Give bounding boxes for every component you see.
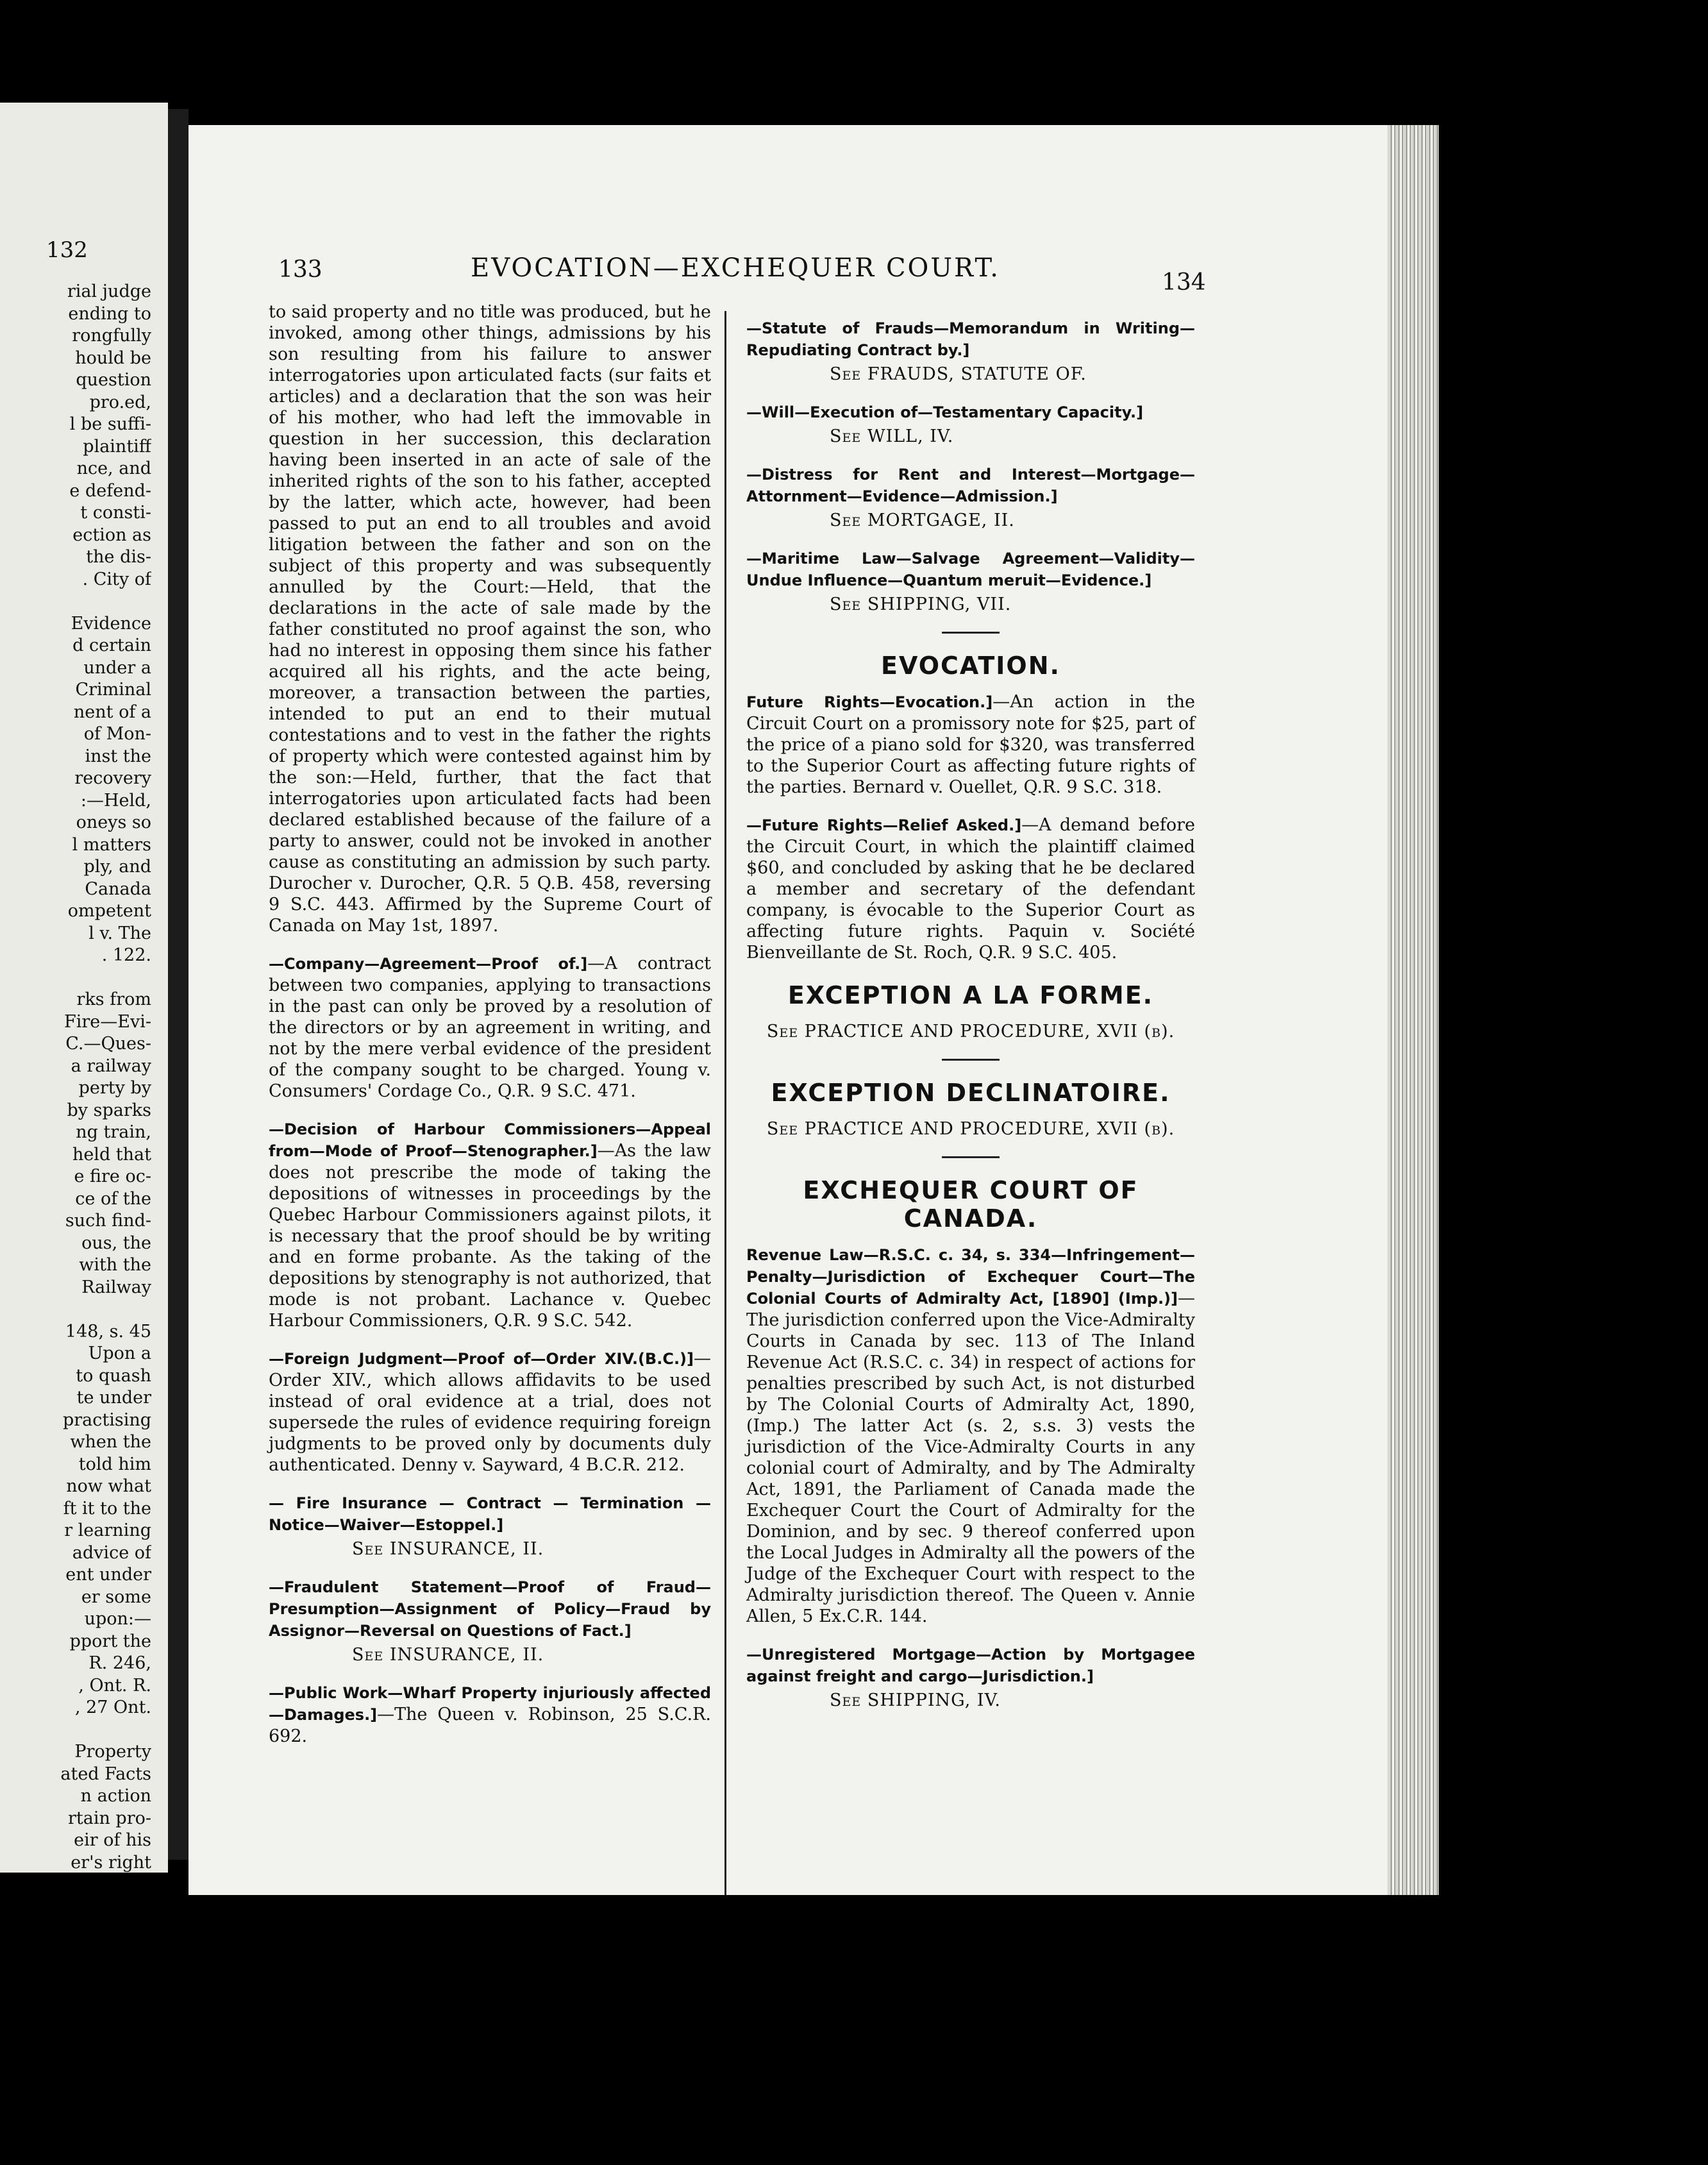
left-page-line: practising (62, 1410, 151, 1430)
left-page-line: ply, and (83, 857, 151, 877)
left-page-line: l matters (72, 834, 151, 855)
left-page-line: rtain pro- (67, 1808, 151, 1828)
entry-heading: Revenue Law—R.S.C. c. 34, s. 334—Infringement—Penalty—Jurisdiction of Exchequer Court—The Colonial Courts of Admiralty Act, [1890] (Imp.)] (746, 1246, 1195, 1308)
left-page-line: Property (74, 1742, 151, 1762)
cross-reference: See SHIPPING, IV. (830, 1690, 1001, 1710)
left-page-line: e defend- (69, 480, 151, 501)
left-page-line: d certain (72, 636, 151, 655)
left-page-line: when the (70, 1432, 151, 1452)
left-page-line: plaintiff (83, 436, 151, 457)
entry-body: —A contract between two companies, applying to transactions in the past can only be proved by a resolution of the directors or by an agreement in writing, and not by the mere verbal evidence of the president of the company sought to be charged. Young v. Consumers' Cordage Co., Q.R. 9 S.C. 471. (269, 954, 711, 1101)
left-page-line: recovery (74, 768, 151, 788)
left-page-line: Fire—Evi- (64, 1011, 151, 1032)
left-page-line: by sparks (67, 1100, 151, 1120)
entry-heading: —Statute of Frauds—Memorandum in Writing—Repudiating Contract by.] (746, 319, 1195, 359)
left-page-line: e fire oc- (74, 1167, 151, 1186)
left-page-line: to quash (76, 1365, 151, 1386)
left-page-line: l be suffi- (69, 414, 151, 434)
left-page-line: the dis- (86, 547, 151, 567)
left-page-line: question (76, 370, 151, 390)
left-page-line: Railway (81, 1277, 151, 1297)
left-page-line: such find- (65, 1211, 151, 1231)
left-page-line: ce of the (75, 1188, 151, 1209)
page-number-right: 134 (1162, 269, 1206, 296)
left-page-line: er's right (71, 1852, 151, 1873)
entry-heading: —Will—Execution of—Testamentary Capacity.] (746, 403, 1144, 421)
column-divider (724, 311, 726, 1895)
section-rule (942, 1156, 1000, 1158)
left-page-line (0, 1299, 151, 1321)
left-page-line: rongfully (72, 326, 151, 346)
entry-text: to said property and no title was produced, but he invoked, among other things, admissions by his son resulting from his failure to answer interrogatories upon articulated facts (sur faits et articles) and a declaration that the son was heir of his mother, who had left the immovable in question in her succession, this declaration having been inserted in an acte of sale of the inherited rights of the son to his father, accepted by the latter, which acte, however, had been passed to put an end to all troubles and avoid litigation between the father and son on the subject of this property and was subsequently annulled by the Court:—Held, that the declarations in the acte of sale made by the father constituted no proof against the son, who had no interest in opposing them since his father acquired all his rights, and the acte being, moreover, a transaction between the parties, intended to put an end to their mutual contestations and to vest in the father the rights of property which were contested against him by the son:—Held, further, that the fact that interrogatories upon articulated facts had been declared established because of the failure of a party to answer, could not be invoked in another cause as constituting an admission by such party. Durocher v. Durocher, Q.R. 5 Q.B. 458, reversing 9 S.C. 443. Affirmed by the Supreme Court of Canada on May 1st, 1897. (269, 302, 711, 936)
cross-reference: See MORTGAGE, II. (830, 510, 1015, 530)
entry-heading: —Decision of Harbour Commissioners—Appeal from—Mode of Proof—Stenographer.] (269, 1120, 711, 1160)
left-page-line (0, 967, 151, 990)
entry-heading: —Unregistered Mortgage—Action by Mortgagee against freight and cargo—Jurisdiction.] (746, 1646, 1195, 1685)
left-page-line: ending to (68, 303, 151, 324)
left-page-line: , 27 Ont. (74, 1697, 151, 1717)
page-edge-stack (1387, 125, 1439, 1895)
left-page-line: ng train, (76, 1122, 151, 1142)
entry-body: —As the law does not prescribe the mode of taking the depositions of witnesses in proceedings by the Quebec Harbour Commissioners against pilots, it is necessary that the proof should be by writing and en forme probante. As the taking of the depositions by stenography is not authorized, that mode is not probant. Lachance v. Quebec Harbour Commissioners, Q.R. 9 S.C. 542. (269, 1141, 711, 1331)
entry-harbour-commissioners (269, 1118, 711, 1331)
left-page-fragment (0, 103, 168, 1873)
entry-future-rights (746, 691, 1195, 798)
left-page-line: ompetent (67, 901, 151, 921)
left-page-line: pport the (69, 1631, 151, 1651)
left-page-line: , Ont. R. (78, 1675, 151, 1696)
cross-reference: See INSURANCE, II. (352, 1645, 544, 1665)
cross-reference: See FRAUDS, STATUTE OF. (830, 364, 1087, 384)
left-page-lines (0, 281, 151, 1873)
section-rule (942, 632, 1000, 634)
entry-foreign-judgment (269, 1348, 711, 1476)
cross-reference: See SHIPPING, VII. (830, 594, 1012, 614)
left-page-line: Evidence (71, 613, 151, 634)
entry-body: —The Queen v. Robinson, 25 S.C.R. 692. (269, 1705, 711, 1746)
section-heading-exception-forme: EXCEPTION A LA FORME. (787, 981, 1154, 1009)
column-right (746, 317, 1195, 1728)
left-page-line: told him (78, 1454, 151, 1474)
left-page-line: Criminal (75, 680, 151, 700)
left-page-line: 148, s. 45 (65, 1321, 151, 1342)
left-page-line: Upon a (88, 1344, 151, 1363)
left-page-line: advice of (72, 1542, 151, 1563)
left-page-line: Canada (85, 879, 151, 899)
entry-heading: —Future Rights—Relief Asked.] (746, 816, 1022, 834)
left-page-line: with the (79, 1255, 151, 1275)
entry-will (746, 401, 1195, 423)
entry-future-rights-relief (746, 814, 1195, 963)
left-page-line: t consti- (80, 503, 151, 523)
left-page-line: held that (72, 1144, 151, 1165)
entry-revenue-law (746, 1244, 1195, 1627)
left-page-line: . City of (82, 569, 151, 589)
entry-public-work (269, 1682, 711, 1747)
running-title: EVOCATION—EXCHEQUER COURT. (471, 253, 1000, 283)
left-page-line: ated Facts (60, 1764, 151, 1784)
page-number-left: 133 (278, 257, 322, 283)
left-page-line: ft it to the (63, 1498, 151, 1519)
left-page-number: 132 (46, 237, 88, 263)
left-page-line: nce, and (76, 459, 151, 478)
section-heading-exception-declinatoire: EXCEPTION DECLINATOIRE. (771, 1079, 1171, 1107)
left-page-line (0, 1719, 151, 1742)
left-page-line: ent under (65, 1565, 151, 1585)
left-page-line: :—Held, (80, 790, 151, 811)
left-page-line: er some (81, 1587, 151, 1607)
entry-heading: —Maritime Law—Salvage Agreement—Validity—Undue Influence—Quantum meruit—Evidence.] (746, 550, 1195, 589)
cross-reference: See PRACTICE AND PROCEDURE, XVII (b). (766, 1022, 1175, 1041)
entry-heading: — Fire Insurance — Contract — Termination — Notice—Waiver—Estoppel.] (269, 1494, 711, 1534)
left-page-line: of Mon- (83, 724, 151, 744)
left-page-line: hould be (75, 348, 151, 368)
entry-heading: Future Rights—Evocation.] (746, 693, 993, 711)
entry-distress-for-rent (746, 464, 1195, 507)
entry-unregistered-mortgage (746, 1644, 1195, 1687)
left-page-line: l v. The (88, 923, 151, 943)
entry-heading: —Public Work—Wharf Property injuriously affected—Damages.] (269, 1684, 711, 1724)
entry-body: —The jurisdiction conferred upon the Vice-Admiralty Courts in Canada by sec. 113 of The Inland Revenue Act (R.S.C. c. 34) in respect of actions for penalties prescribed by such Act, is not disturbed by The Colonial Courts of Admiralty Act, 1890, (Imp.) The latter Act (s. 2, s.s. 3) vests the jurisdiction of the Vice-Admiralty Courts in any colonial court of Admiralty, and by The Admiralty Act, 1891, the Parliament of Canada made the Exchequer Court the Court of Admiralty for the Dominion, and by sec. 9 thereof conferred upon the Local Judges in Admiralty all the powers of the Judge of the Exchequer Court with respect to the Admiralty jurisdiction thereof. The Queen v. Annie Allen, 5 Ex.C.R. 144. (746, 1288, 1195, 1626)
left-page-line: nent of a (73, 702, 151, 722)
left-page-line: ection as (72, 525, 151, 545)
left-page-line: inst the (85, 746, 151, 766)
entry-company-agreement (269, 953, 711, 1102)
entry-fraudulent-statement (269, 1576, 711, 1642)
left-page-line: te under (76, 1388, 151, 1408)
left-page-line: perty by (78, 1078, 151, 1098)
left-page-line: oneys so (76, 813, 151, 832)
entry-body: —An action in the Circuit Court on a promissory note for $25, part of the price of a piano sold for $320, was transferred to the Superior Court as affecting future rights of the parties. Bernard v. Ouellet, Q.R. 9 S.C. 318. (746, 692, 1195, 797)
cross-reference: See WILL, IV. (830, 426, 954, 446)
cross-reference: See PRACTICE AND PROCEDURE, XVII (b). (766, 1119, 1175, 1139)
left-page-line: now what (66, 1476, 151, 1496)
left-page-line: C.—Ques- (65, 1034, 151, 1054)
entry-statute-of-frauds (746, 317, 1195, 361)
cross-reference: See INSURANCE, II. (352, 1539, 544, 1559)
left-page-line: rial judge (67, 282, 151, 301)
left-page-line: n action (80, 1786, 151, 1806)
left-page-line: r learning (64, 1521, 151, 1540)
entry-maritime-law (746, 548, 1195, 591)
book-gutter (168, 109, 188, 1860)
entry-heading: —Fraudulent Statement—Proof of Fraud—Presumption—Assignment of Policy—Fraud by Assignor—Reversal on Questions of Fact.] (269, 1578, 711, 1640)
left-page-line: R. 246, (88, 1653, 151, 1673)
entry-body: —Order XIV., which allows affidavits to be used instead of oral evidence at a trial, does not supersede the rules of evidence requiring foreign judgments to be proved only by documents duly authenticated. Denny v. Sayward, 4 B.C.R. 212. (269, 1349, 711, 1475)
section-heading-exchequer-court: EXCHEQUER COURT OF CANADA. (803, 1176, 1139, 1233)
left-page-line: under a (83, 657, 151, 678)
entry-heading: —Company—Agreement—Proof of.] (269, 955, 588, 973)
column-left (269, 301, 711, 1764)
left-page-line: upon:— (84, 1609, 151, 1629)
left-page-line: rks from (76, 990, 151, 1009)
section-heading-evocation: EVOCATION. (881, 652, 1060, 680)
entry-fire-insurance (269, 1492, 711, 1536)
left-page-line: pro.ed, (89, 392, 151, 412)
entry-heading: —Distress for Rent and Interest—Mortgage—Attornment—Evidence—Admission.] (746, 466, 1195, 505)
section-rule (942, 1059, 1000, 1061)
left-page-line: a railway (71, 1056, 151, 1076)
left-page-line (0, 591, 151, 613)
entry-heading: —Foreign Judgment—Proof of—Order XIV.(B.C.)] (269, 1350, 694, 1368)
left-page-line: ous, the (81, 1233, 151, 1253)
left-page-line: . 122. (101, 945, 151, 965)
main-page (188, 125, 1387, 1895)
left-page-line: eir of his (74, 1830, 151, 1850)
entry-body: —A demand before the Circuit Court, in which the plaintiff claimed $60, and concluded by asking that he be declared a member and secretary of the defendant company, is évocable to the Superior Court as affecting future rights. Paquin v. Société Bienveillante de St. Roch, Q.R. 9 S.C. 405. (746, 815, 1195, 963)
